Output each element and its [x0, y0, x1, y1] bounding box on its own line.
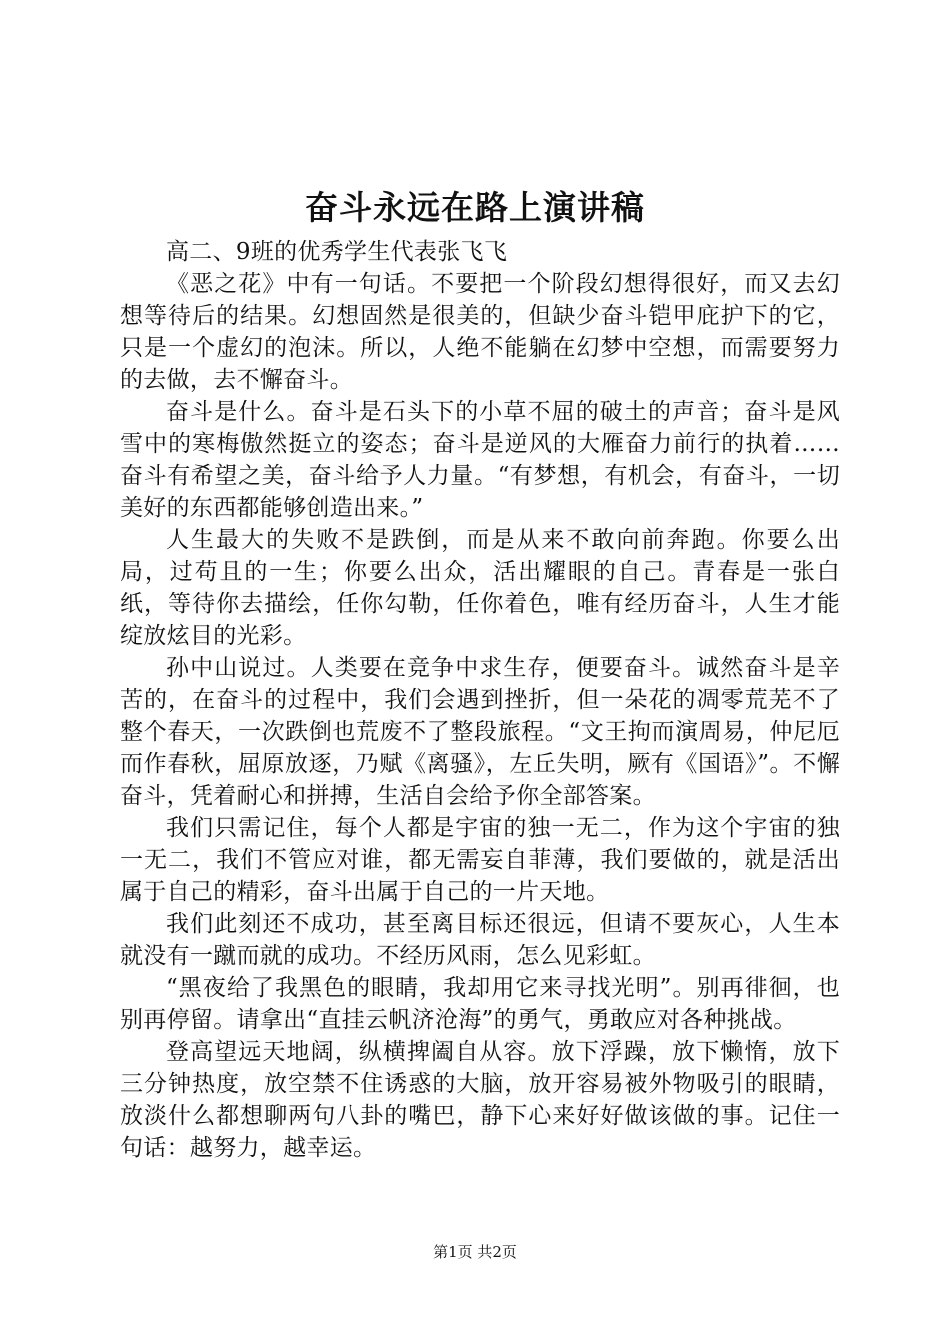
paragraph: 人生最大的失败不是跌倒，而是从来不敢向前奔跑。你要么出局，过苟且的一生；你要么出众，活出耀眼的自己。青春是一张白纸，等待你去描绘，任你勾勒，任你着色，唯有经历奋斗，人生才能绽放炫目的光彩。 [120, 527, 840, 649]
paragraph: 我们此刻还不成功，甚至离目标还很远，但请不要灰心，人生本就没有一蹴而就的成功。不经历风雨，怎么见彩虹。 [120, 911, 840, 969]
paragraph: 我们只需记住，每个人都是宇宙的独一无二，作为这个宇宙的独一无二，我们不管应对谁，都无需妄自菲薄，我们要做的，就是活出属于自己的精彩，奋斗出属于自己的一片天地。 [120, 815, 840, 905]
paragraph: 《恶之花》中有一句话。不要把一个阶段幻想得很好，而又去幻想等待后的结果。幻想固然是很美的，但缺少奋斗铠甲庇护下的它，只是一个虚幻的泡沫。所以，人绝不能躺在幻梦中空想，而需要努力的去做，去不懈奋斗。 [120, 271, 840, 393]
paragraph: 孙中山说过。人类要在竞争中求生存，便要奋斗。诚然奋斗是辛苦的，在奋斗的过程中，我们会遇到挫折，但一朵花的凋零荒芜不了整个春天，一次跌倒也荒废不了整段旅程。“文王拘而演周易，仲尼厄而作春秋，屈原放逐，乃赋《离骚》，左丘失明，厥有《国语》”。不懈奋斗，凭着耐心和拼搏，生活自会给予你全部答案。 [120, 655, 840, 809]
paragraph: “黑夜给了我黑色的眼睛，我却用它来寻找光明”。别再徘徊，也别再停留。请拿出“直挂云帆济沧海”的勇气，勇敢应对各种挑战。 [120, 975, 840, 1033]
document-body [120, 236, 840, 1164]
speaker-line: 高二、9班的优秀学生代表张飞飞 [166, 239, 508, 265]
paragraph: 奋斗是什么。奋斗是石头下的小草不屈的破土的声音；奋斗是风雪中的寒梅傲然挺立的姿态；奋斗是逆风的大雁奋力前行的执着……奋斗有希望之美，奋斗给予人力量。“有梦想，有机会，有奋斗，一切美好的东西都能够创造出来。” [120, 399, 840, 521]
paragraph: 登高望远天地阔，纵横捭阖自从容。放下浮躁，放下懒惰，放下三分钟热度，放空禁不住诱惑的大脑，放开容易被外物吸引的眼睛，放淡什么都想聊两句八卦的嘴巴，静下心来好好做该做的事。记住一句话：越努力，越幸运。 [120, 1039, 840, 1161]
page-footer: 第1页 共2页 [433, 1243, 517, 1261]
document-title: 奋斗永远在路上演讲稿 [305, 188, 645, 227]
